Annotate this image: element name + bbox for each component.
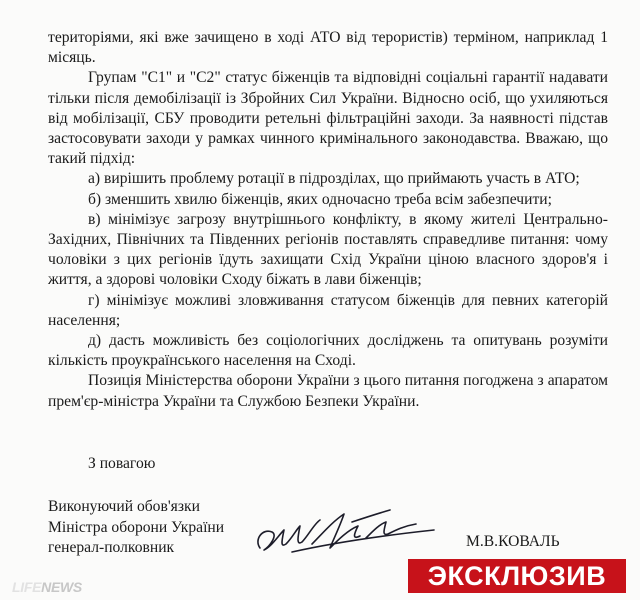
paragraph-continuation: територіями, які вже зачищено в ході АТО від терористів) терміном, наприклад 1 місяць.	[48, 29, 608, 67]
logo-news-text: NEWS	[41, 579, 82, 595]
signer-block	[48, 497, 224, 559]
list-item-d: г) мінімізує можливі зловживання статусом біженців для певних категорій населення;	[48, 291, 608, 329]
closing-salutation: З повагою	[88, 455, 156, 472]
letter-body	[48, 28, 608, 412]
handwritten-signature	[248, 500, 448, 560]
logo-life-text: LIFE	[12, 579, 42, 595]
signer-title-line1: Виконуючий обов'язки	[48, 498, 200, 515]
signer-rank: генерал-полковник	[48, 539, 175, 556]
list-item-e: д) дасть можливість без соціологічних досліджень та опитувань розуміти кількість проукраїнського населення на Сході.	[48, 332, 608, 370]
list-item-c: в) мінімізує загрозу внутрішнього конфлікту, в якому жителі Центрально-Західних, Північних та Південних регіонів поставлять справедливе питання: чому чоловіки з цих регіонів їдуть захищати Схід України ціною власного здоров'я і життя, а здорові чоловіки Сходу біжать в лави біженців;	[48, 210, 608, 289]
lifenews-logo	[12, 579, 82, 595]
list-item-b: б) зменшить хвилю біженців, яких одночасно треба всім забезпечити;	[88, 190, 552, 208]
list-item-a: а) вирішить проблему ротації в підрозділах, що приймають участь в АТО;	[88, 170, 580, 188]
exclusive-badge: ЭКСКЛЮЗИВ	[408, 559, 626, 593]
signer-title-line2: Міністра оборони України	[48, 518, 225, 536]
signer-name: М.В.КОВАЛЬ	[466, 533, 560, 550]
paragraph-refugee-status: Групам "С1" и "С2" статус біженців та відповідні соціальні гарантії надавати тільки після демобілізації із Збройних Сил України. Відносно осіб, що ухиляються від мобілізації, СБУ проводити ретельні фільтраційні заходи. За наявності підстав застосовувати заходи у рамках чинного кримінального законодавства. Вважаю, що такий підхід:	[48, 69, 608, 168]
paragraph-ministry-position: Позиція Міністерства оборони України з цього питання погоджена з апаратом прем'єр-міністра України та Службою Безпеки України.	[48, 372, 608, 410]
